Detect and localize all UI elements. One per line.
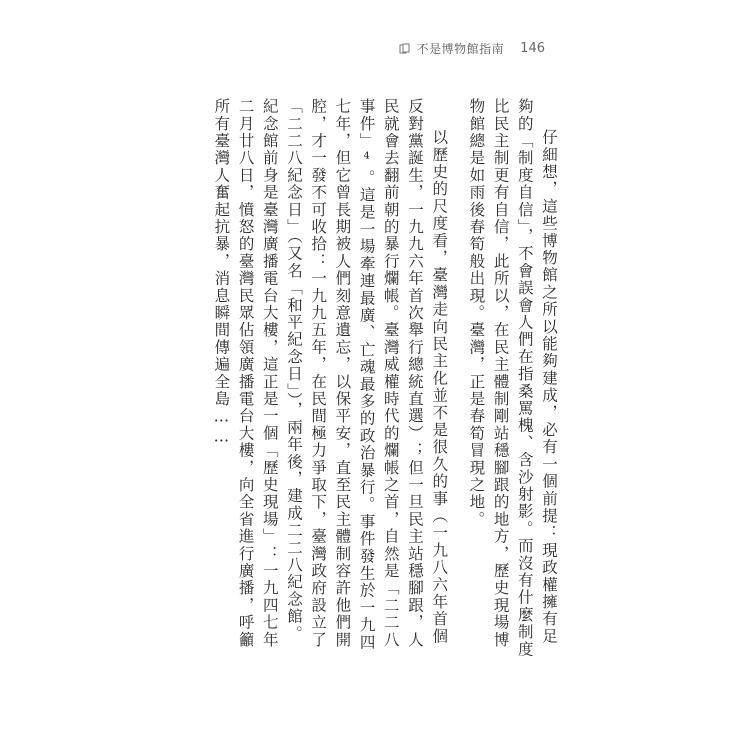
running-header bbox=[399, 40, 545, 57]
body-text bbox=[209, 98, 561, 658]
paragraph-2: 以歷史的尺度看，臺灣走向民主化並不是很久的事（一九八六年首個反對黨誕生，一九九六年首次舉行總統直選）；但一旦民主站穩腳跟，人民就會去翻前朝的暴行爛帳。臺灣威權時代的爛帳之首，自然是「二二八事件」⁴。這是一場牽連最廣、亡魂最多的政治暴行。事件發生於一九四七年，但它曾長期被人們刻意遺忘，以保平安，直至民主體制容許他們開腔，才一發不可收拾：一九九五年，在民間極力爭取下，臺灣政府設立了「二二八紀念日」（又名「和平紀念日」），兩年後，建成二二八紀念館。紀念館前身是臺灣廣播電台大樓，這正是一個「歷史現場」：一九四七年二月廿八日，憤怒的臺灣民眾佔領廣播電台大樓，向全省進行廣播，呼籲所有臺灣人奮起抗暴，消息瞬間傳遍全島…… bbox=[212, 98, 449, 651]
book-icon bbox=[399, 43, 411, 55]
page-number: 146 bbox=[520, 41, 545, 56]
book-title: 不是博物館指南 bbox=[416, 42, 505, 56]
paragraph-1: 仔細想，這些博物館之所以能夠建成，必有一個前提：現政權擁有足夠的「制度自信」，不會誤會人們在指桑罵槐、含沙射影。而沒有什麼制度比民主制更有自信，此所以，在民主體制剛站穩腳跟的地方，歷史現場博物館總是如雨後春筍般出現。臺灣，正是春筍冒現之地。 bbox=[467, 98, 558, 658]
